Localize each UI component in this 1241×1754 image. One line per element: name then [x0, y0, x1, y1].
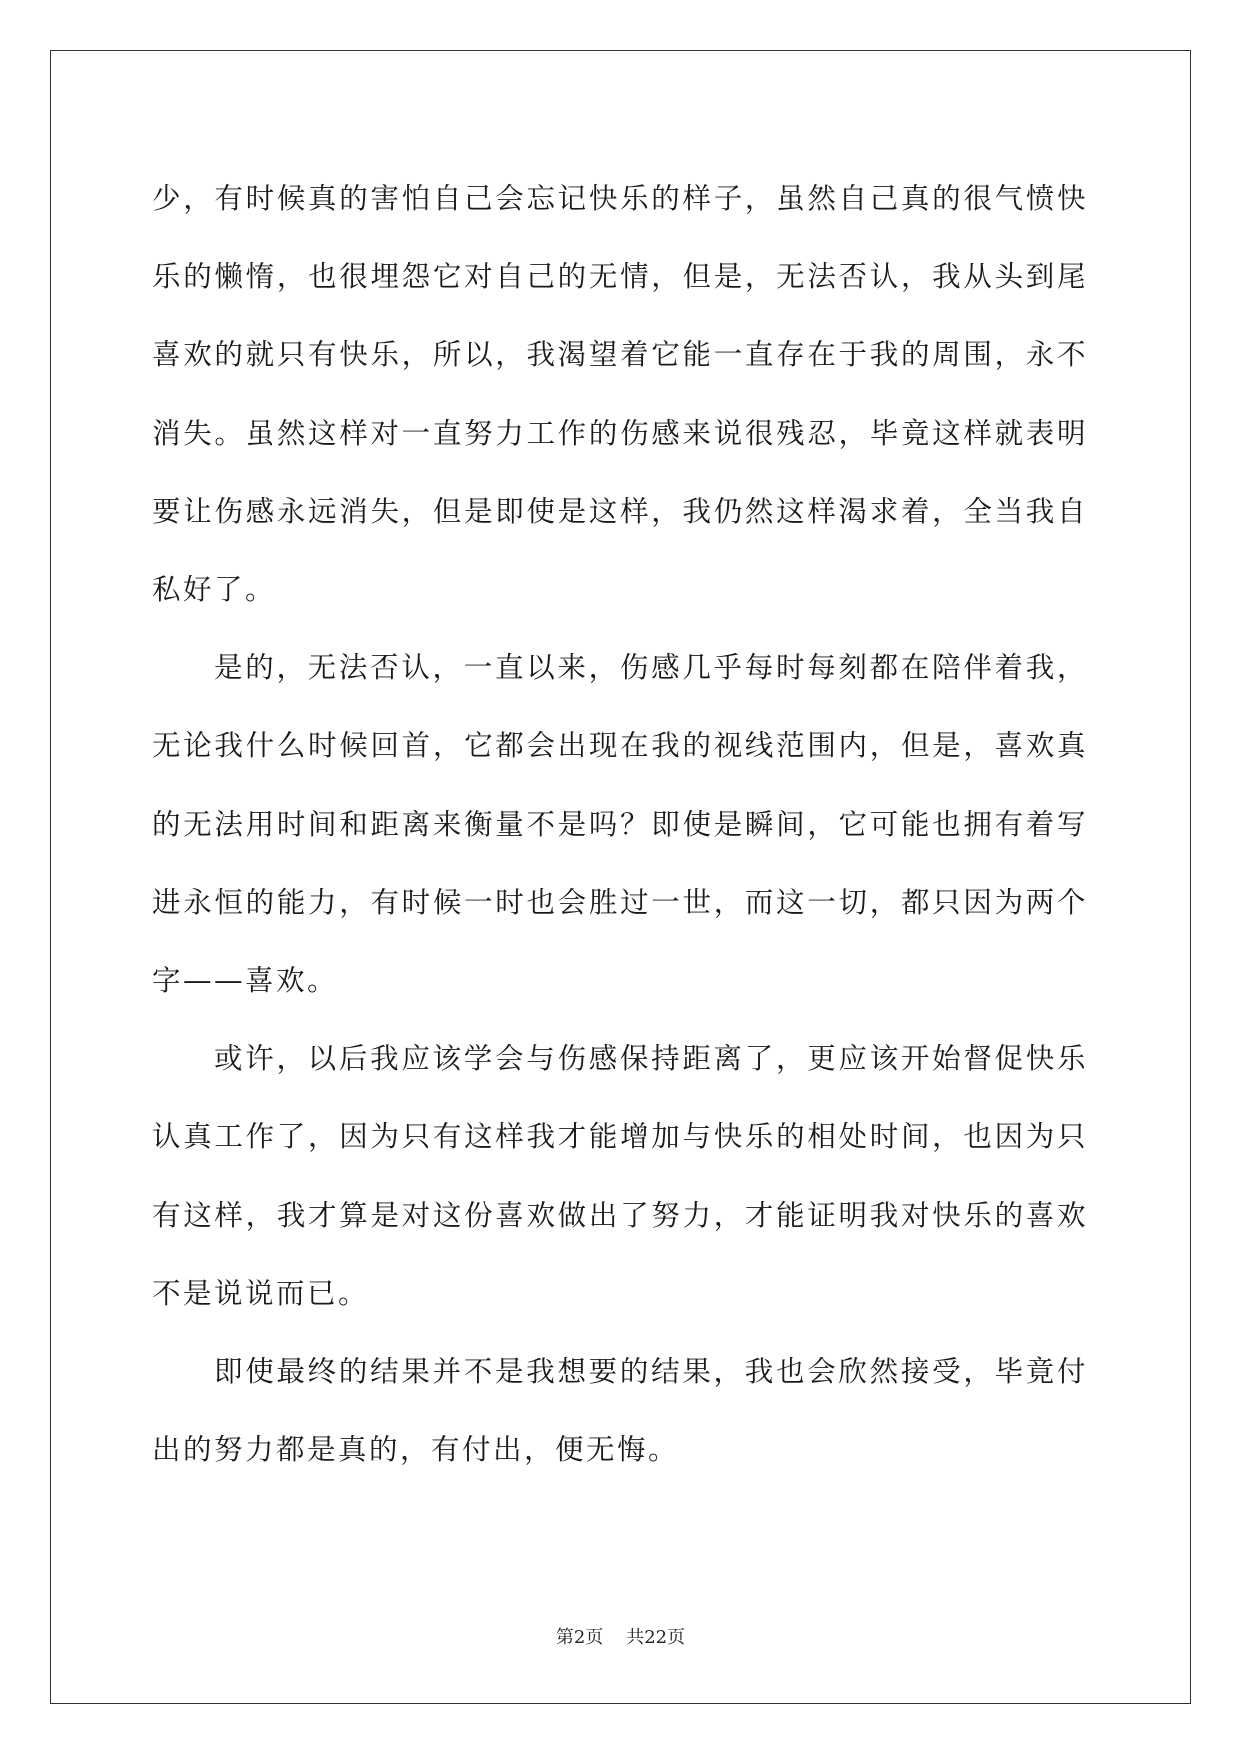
- paragraph-2: 是的，无法否认，一直以来，伤感几乎每时每刻都在陪伴着我，无论我什么时候回首，它都会出现在我的视线范围内，但是，喜欢真的无法用时间和距离来衡量不是吗？即使是瞬间，它可能也拥有着写进永恒的能力，有时候一时也会胜过一世，而这一切，都只因为两个字——喜欢。: [152, 651, 1088, 998]
- page-number: 第2页: [555, 1627, 604, 1648]
- paragraph-1: 少，有时候真的害怕自己会忘记快乐的样子，虽然自己真的很气愤快乐的懒惰，也很埋怨它对自己的无情，但是，无法否认，我从头到尾喜欢的就只有快乐，所以，我渴望着它能一直存在于我的周围，永不消失。虽然这样对一直努力工作的伤感来说很残忍，毕竟这样就表明要让伤感永远消失，但是即使是这样，我仍然这样渴求着，全当我自私好了。: [152, 182, 1088, 607]
- page-total: 共22页: [626, 1627, 686, 1648]
- paragraph-3: 或许，以后我应该学会与伤感保持距离了，更应该开始督促快乐认真工作了，因为只有这样我才能增加与快乐的相处时间，也因为只有这样，我才算是对这份喜欢做出了努力，才能证明我对快乐的喜欢不是说说而已。: [152, 1042, 1088, 1310]
- page-footer: [0, 1626, 1241, 1650]
- paragraph-4: 即使最终的结果并不是我想要的结果，我也会欣然接受，毕竟付出的努力都是真的，有付出，便无悔。: [152, 1355, 1088, 1467]
- document-body: [152, 160, 1088, 1489]
